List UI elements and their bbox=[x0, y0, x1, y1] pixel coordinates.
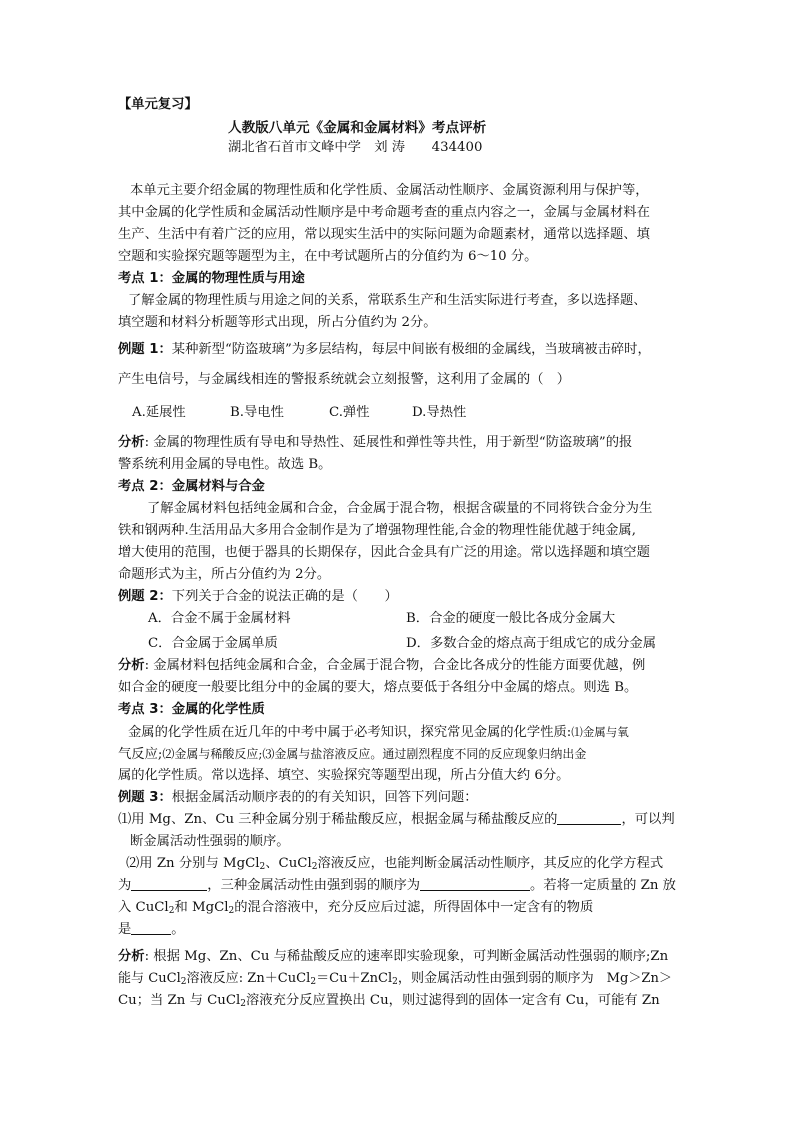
kd2-paragraph-line: 命题形式为主，所占分值约为 2分。 bbox=[118, 567, 331, 582]
kd1-heading: 考点 1：金属的物理性质与用途 bbox=[118, 271, 305, 286]
analysis1-line: 警系统利用金属的导电性。故选 B。 bbox=[118, 457, 332, 472]
author-line: 湖北省石首市文峰中学 刘 涛 434400 bbox=[228, 140, 483, 155]
analysis2-label: 分析 bbox=[118, 658, 145, 673]
example1-label: 例题 1： bbox=[118, 342, 172, 357]
example1-option-d: D.导热性 bbox=[412, 405, 467, 420]
answer-blank-1[interactable] bbox=[557, 811, 621, 825]
intro-paragraph-line: 其中金属的化学性质和金属活动性顺序是中考命题考查的重点内容之一，金属与金属材料在 bbox=[118, 205, 650, 220]
intro-paragraph-line: 生产、生活中有着广泛的应用，常以现实生活中的实际问题为命题素材，通常以选择题、填 bbox=[118, 227, 650, 242]
analysis3-line: Cu；当 Zn 与 CuCl$_2$溶液充分反应置换出 Cu，则过滤得到的固体一定含有 Cu，可能有 Zn bbox=[118, 993, 660, 1009]
example2-option-a: A．合金不属于金属材料 bbox=[148, 611, 291, 626]
example2-line: 例题 2：下列关于合金的说法正确的是（ ） bbox=[118, 589, 398, 604]
example2-option-c: C．合金属于金属单质 bbox=[148, 636, 278, 651]
example1-line: 产生电信号，与金属线相连的警报系统就会立刻报警，这利用了金属的（ ） bbox=[118, 372, 571, 387]
kd1-paragraph-line: 了解金属的物理性质与用途之间的关系，常联系生产和生活实际进行考查，多以选择题、 bbox=[128, 293, 647, 308]
example3-label: 例题 3： bbox=[118, 790, 172, 805]
example2-option-d: D．多数合金的熔点高于组成它的成分金属 bbox=[406, 636, 657, 651]
example1-option-a: A.延展性 bbox=[132, 405, 186, 420]
answer-blank-4[interactable] bbox=[131, 921, 171, 935]
answer-blank-3[interactable] bbox=[420, 877, 530, 891]
analysis1-label: 分析 bbox=[118, 435, 145, 450]
kd3-paragraph-line: 金属的化学性质在近几年的中考中属于必考知识，探究常见金属的化学性质:⑴金属与氧 bbox=[128, 725, 629, 740]
example2-label: 例题 2： bbox=[118, 589, 172, 604]
intro-paragraph-line: 本单元主要介绍金属的物理性质和化学性质、金属活动性顺序、金属资源利用与保护等， bbox=[130, 183, 649, 198]
question2-line: 为 ，三种金属活动性由强到弱的顺序为 。若将一定质量的 Zn 放 bbox=[118, 878, 676, 893]
question2-line: 入 CuCl$_2$和 MgCl$_2$的混合溶液中，充分反应后过滤，所得固体中一定含有的物质 bbox=[118, 900, 594, 916]
example1-option-b: B.导电性 bbox=[230, 405, 284, 420]
example3-line: 例题 3：根据金属活动顺序表的的有关知识，回答下列问题： bbox=[118, 790, 478, 805]
kd3-paragraph-line: 气反应;⑵金属与稀酸反应;⑶金属与盐溶液反应。通过剧烈程度不同的反应现象归纳出金 bbox=[118, 747, 587, 762]
analysis2-line: 分析: 金属材料包括纯金属和合金，合金属于混合物，合金比各成分的性能方面要优越，例 bbox=[118, 658, 646, 673]
question1-line: 断金属活动性强弱的顺序。 bbox=[130, 834, 290, 849]
question2-line: 是 。 bbox=[118, 922, 185, 937]
analysis2-line: 如合金的硬度一般要比组分中的金属的要大，熔点要低于各组分中金属的熔点。则选 B。 bbox=[118, 680, 638, 695]
analysis3-line: 能与 CuCl$_2$溶液反应: Zn＋CuCl$_2$＝Cu＋ZnCl$_2$，则金属活动性由强到弱的顺序为 Mg＞Zn＞ bbox=[118, 971, 672, 987]
kd1-paragraph-line: 填空题和材料分析题等形式出现，所占分值约为 2分。 bbox=[118, 315, 437, 330]
analysis1-line: 分析: 金属的物理性质有导电和导热性、延展性和弹性等共性，用于新型“防盗玻璃”的报 bbox=[118, 435, 633, 450]
document-title: 人教版八单元《金属和金属材料》考点评析 bbox=[228, 120, 487, 136]
example2-option-b: B．合金的硬度一般比各成分金属大 bbox=[406, 611, 616, 626]
kd2-paragraph-line: 了解金属材料包括纯金属和合金，合金属于混合物，根据含碳量的不同将铁合金分为生 bbox=[147, 501, 653, 516]
example1-option-c: C.弹性 bbox=[329, 405, 370, 420]
kd3-paragraph-line: 属的化学性质。常以选择、填空、实验探究等题型出现，所占分值大约 6分。 bbox=[118, 768, 570, 783]
kd3-heading: 考点 3：金属的化学性质 bbox=[118, 702, 265, 717]
kd2-paragraph-line: 铁和钢两种.生活用品大多用合金制作是为了增强物理性能,合金的物理性能优越于纯金属, bbox=[118, 523, 636, 538]
example1-line: 例题 1：某种新型“防盗玻璃”为多层结构，每层中间嵌有极细的金属线，当玻璃被击碎时， bbox=[118, 342, 651, 357]
section-tag: 【单元复习】 bbox=[118, 97, 198, 112]
question2-line: ⑵用 Zn 分别与 MgCl$_2$、CuCl$_2$溶液反应，也能判断金属活动性顺序，其反应的化学方程式 bbox=[126, 856, 664, 872]
analysis3-label: 分析 bbox=[118, 949, 145, 964]
kd2-paragraph-line: 增大使用的范围，也便于器具的长期保存，因此合金具有广泛的用途。常以选择题和填空题 bbox=[118, 545, 650, 560]
answer-blank-2[interactable] bbox=[131, 877, 207, 891]
kd2-heading: 考点 2：金属材料与合金 bbox=[118, 479, 265, 494]
intro-paragraph-line: 空题和实验探究题等题型为主，在中考试题所占的分值约为 6～10 分。 bbox=[118, 249, 538, 264]
analysis3-line: 分析: 根据 Mg、Zn、Cu 与稀盐酸反应的速率即实验现象，可判断金属活动性强弱的顺序;Zn bbox=[118, 949, 669, 964]
question1-line: ⑴用 Mg、Zn、Cu 三种金属分别于稀盐酸反应，根据金属与稀盐酸反应的 ，可以判 bbox=[118, 812, 675, 827]
